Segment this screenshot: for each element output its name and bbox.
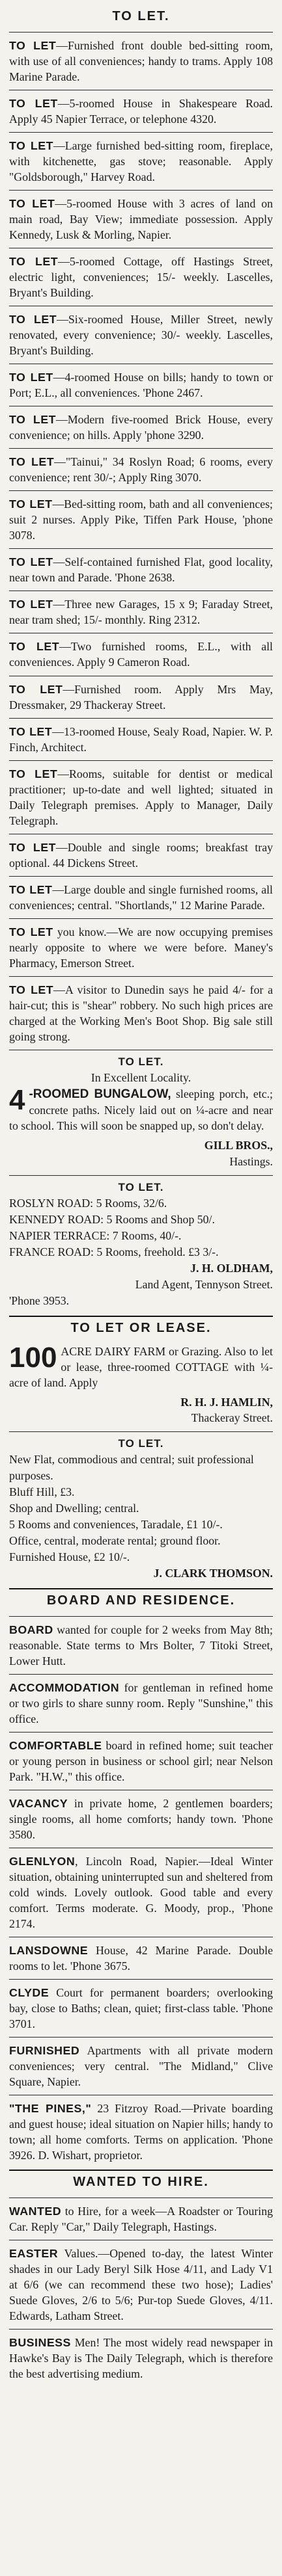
ad-lead: LANSDOWNE xyxy=(9,1943,89,1957)
bungalow-text: sleeping porch, etc.; concrete paths. Nicely laid out on ¼-acre and near to school. This will soon be snapped up, so don't delay. xyxy=(9,1087,273,1133)
ad-lead: CLYDE xyxy=(9,1985,49,1999)
ad-item xyxy=(9,196,273,243)
ad-text: —Furnished room. Apply Mrs May, Dressmaker, 29 Thackeray Street. xyxy=(9,682,273,711)
clark-ad xyxy=(9,1437,273,1581)
ad-item xyxy=(9,1985,273,2032)
ad-item xyxy=(9,982,273,1044)
oldham-line: FRANCE ROAD: 5 Rooms, freehold. £3 3/-. xyxy=(9,1245,219,1258)
divider xyxy=(9,2329,273,2330)
ad-text: —A visitor to Dunedin says he paid 4/- for a hair-cut; this is "shear" robbery. No such high prices are charged at the Working Men's Boot Shop. Big sale still going strong. xyxy=(9,983,273,1043)
lease-body xyxy=(9,1341,273,1390)
ad-lead: ACCOMMODATION xyxy=(9,1680,120,1694)
ad-lead: TO LET xyxy=(9,455,55,469)
clark-line: 5 Rooms and conveniences, Taradale, £1 10/-. xyxy=(9,1518,223,1532)
board-list xyxy=(9,1622,273,2163)
ad-item xyxy=(9,1943,273,1974)
clark-line: Bluff Hill, £3. xyxy=(9,1485,75,1499)
divider xyxy=(9,1175,273,1176)
ad-lead: TO LET xyxy=(9,255,59,269)
ad-lead: TO LET xyxy=(9,313,57,326)
divider xyxy=(9,718,273,719)
ad-lead: TO LET xyxy=(9,640,60,654)
bungalow-body xyxy=(9,1083,273,1134)
ad-item xyxy=(9,496,273,543)
ad-item xyxy=(9,138,273,185)
ad-item xyxy=(9,2101,273,2163)
heading-to-let-or-lease: TO LET OR LEASE. xyxy=(70,1320,212,1335)
ad-text: Values.—Opened to-day, the latest Winter shades in our Lady Beryl Silk Hose 4/11, and Lady V1 at 6/6 (we can recommend these two hose); Ladies' Suede Gloves, 2/6 to 5/6; Pur-top Suede Gloves, 4/11. Edwards, Latham Street. xyxy=(9,2247,273,2323)
ad-text: you know.—We are now occupying premises nearly opposite to where we were before. Maney's Pharmacy, Emerson Street. xyxy=(9,925,273,970)
ad-text: , Lincoln Road, Napier.—Ideal Winter situation, obtaining uninterrupted sun and sheltered from cold winds. Lovely outlook. Good table and every comfort. Terms moderate. G. Moody, prop., 'Phone 2174. xyxy=(9,1854,273,1930)
bungalow-agent: GILL BROS., xyxy=(204,1139,273,1152)
ad-text: —5-roomed Cottage, off Hastings Street, electric light, conveniences; 15/- weekly. Lascelles, Bryant's Building. xyxy=(9,255,273,300)
ad-item xyxy=(9,454,273,485)
ad-lead: TO LET xyxy=(9,767,58,780)
ad-item xyxy=(9,369,273,401)
heading-to-let: TO LET. xyxy=(112,9,170,23)
divider xyxy=(9,760,273,761)
ad-item xyxy=(9,312,273,358)
lease-ad xyxy=(9,1341,273,1427)
divider xyxy=(9,2170,273,2171)
clark-line: Furnished House, £2 10/-. xyxy=(9,1550,130,1563)
ad-item xyxy=(9,724,273,755)
bungalow-to-let: TO LET. xyxy=(118,1055,164,1068)
ad-text: Court for permanent boarders; overlooking bay, close to Baths; clean, quiet; first-class table. 'Phone 3701. xyxy=(9,1985,273,2030)
clark-agent: J. CLARK THOMSON. xyxy=(153,1566,273,1580)
divider xyxy=(9,1732,273,1733)
divider xyxy=(9,1979,273,1980)
ad-lead: EASTER xyxy=(9,2247,59,2261)
clark-line: Shop and Dwelling; central. xyxy=(9,1502,139,1515)
ad-lead: "THE PINES," xyxy=(9,2102,92,2116)
ad-text: wanted for couple for 2 weeks from May 8th; reasonable. State terms to Mrs Bolter, 7 Titoki Street, Lower Hutt. xyxy=(9,1623,273,1667)
ad-item xyxy=(9,840,273,871)
wanted-list xyxy=(9,2203,273,2382)
divider xyxy=(9,548,273,549)
ad-text: —Large double and single furnished rooms, all conveniences; central. "Shortlands," 12 Marine Parade. xyxy=(9,883,273,912)
ad-item xyxy=(9,38,273,85)
ad-text: —Large furnished bed-sitting room, fireplace, with kitchenette, gas stove; reasonable. Apply "Goldsborough," Harvey Road. xyxy=(9,139,273,184)
divider xyxy=(9,132,273,133)
ad-lead: TO LET xyxy=(9,883,53,896)
ad-item xyxy=(9,1622,273,1669)
ad-item xyxy=(9,882,273,913)
divider xyxy=(9,976,273,977)
ad-text: Men! The most widely read newspaper in Hawke's Bay is The Daily Telegraph, which is therefore the best advertising medium. xyxy=(9,2336,273,2381)
divider xyxy=(9,490,273,491)
ad-text: —Furnished front double bed-sitting room, with use of all conveniences; handy to trams. Apply 108 Marine Parade. xyxy=(9,39,273,84)
ad-text: —5-roomed House with 3 acres of land on main road, Bay View; immediate possession. Apply Kennedy, Lusk & Morling, Napier. xyxy=(9,197,273,242)
ad-text: —Double and single rooms; breakfast tray optional. 44 Dickens Street. xyxy=(9,840,273,870)
divider xyxy=(9,448,273,449)
divider xyxy=(9,1616,273,1617)
divider xyxy=(9,876,273,877)
ad-item xyxy=(9,1853,273,1932)
ad-item xyxy=(9,554,273,585)
ad-lead: TO LET xyxy=(9,840,56,854)
clark-line: Office, central, moderate rental; ground floor. xyxy=(9,1534,221,1547)
ad-item xyxy=(9,1796,273,1842)
ad-lead: TO LET xyxy=(9,498,53,511)
ad-lead: BOARD xyxy=(9,1623,53,1636)
ad-text: 23 Fitzroy Road.—Private boarding and guest house; ideal situation on Napier hills; handy to town; all home comforts. Terms on application. 'Phone 3926. D. Wishart, proprietor. xyxy=(9,2102,273,2162)
ad-lead: TO LET xyxy=(9,139,54,153)
lease-text: ACRE DAIRY FARM or Grazing. Also to let or lease, three-roomed COTTAGE with ¼-acre of land. Apply xyxy=(9,1344,273,1389)
divider xyxy=(9,2037,273,2038)
ad-lead: TO LET xyxy=(9,983,54,996)
ad-text: —Bed-sitting room, bath and all conveniences; suit 2 nurses. Apply Pike, Tiffen Park House, 'phone 3078. xyxy=(9,498,273,542)
ad-text: to Hire, for a week—A Roadster or Touring Car. Reply "Car," Daily Telegraph, Hastings. xyxy=(9,2205,273,2234)
ad-text: —Three new Garages, 15 x 9; Faraday Street, near tram shed; 15/- monthly. Ring 2312. xyxy=(9,598,273,627)
ad-item xyxy=(9,2203,273,2235)
ad-item xyxy=(9,596,273,628)
ad-text: board in refined home; suit teacher or young person in business or school girl; near Nelson Park. "H.W.," this office. xyxy=(9,1738,273,1783)
ad-text: Apartments with all private modern conveniences; very central. "The Midland," Clive Square, Napier. xyxy=(9,2043,273,2089)
ad-item xyxy=(9,412,273,443)
ad-item xyxy=(9,2246,273,2324)
ad-item xyxy=(9,1738,273,1785)
oldham-line: NAPIER TERRACE: 7 Rooms, 40/-. xyxy=(9,1229,182,1242)
ad-text: —13-roomed House, Sealy Road, Napier. W. P. Finch, Architect. xyxy=(9,724,273,754)
ad-text: House, 42 Marine Parade. Double rooms to let. 'Phone 3675. xyxy=(9,1943,273,1972)
heading-board-and-residence: BOARD AND RESIDENCE. xyxy=(46,1593,236,1608)
lease-number: 100 xyxy=(9,1341,57,1374)
oldham-agent: J. H. OLDHAM, xyxy=(190,1261,273,1275)
bungalow-title: -ROOMED BUNGALOW, xyxy=(29,1087,171,1101)
heading-wanted-to-hire: WANTED TO HIRE. xyxy=(73,2175,209,2190)
to-let-list xyxy=(9,38,273,1044)
oldham-line: ROSLYN ROAD: 5 Rooms, 32/6. xyxy=(9,1197,167,1210)
ad-lead: FURNISHED xyxy=(9,2043,80,2057)
ad-lead: TO LET xyxy=(9,413,56,427)
ad-text: for gentleman in refined home or two girls to share sunny room. Reply "Sunshine," this office. xyxy=(9,1680,273,1725)
divider xyxy=(9,918,273,919)
ad-text: —5-roomed House in Shakespeare Road. Apply 45 Napier Terrace, or telephone 4320. xyxy=(9,97,273,126)
ad-item xyxy=(9,1680,273,1727)
ad-lead: TO LET xyxy=(9,598,53,611)
bungalow-ad xyxy=(9,1056,273,1170)
ad-text: in private home, 2 gentlemen boarders; single rooms, all home comforts; handy town. 'Phone 3580. xyxy=(9,1796,273,1841)
ad-lead: WANTED xyxy=(9,2205,62,2218)
lease-agent: R. H. J. HAMLIN, xyxy=(180,1395,273,1409)
ad-text: —"Tainui," 34 Roslyn Road; 6 rooms, every convenience; rent 30/-; Apply Ring 3070. xyxy=(9,455,273,485)
ad-item xyxy=(9,766,273,829)
ad-text: —Six-roomed House, Miller Street, newly renovated, every convenience; 30/- weekly. Lascelles, Bryant's Building. xyxy=(9,313,273,358)
ad-lead: VACANCY xyxy=(9,1796,68,1810)
oldham-phone: 'Phone 3953. xyxy=(9,1294,70,1307)
ad-lead: TO LET xyxy=(9,682,63,696)
ad-item xyxy=(9,924,273,971)
lease-agent-place: Thackeray Street. xyxy=(191,1411,273,1425)
ad-text: —Self-contained furnished Flat, good locality, near town and Parade. 'Phone 2638. xyxy=(9,555,273,585)
ad-item xyxy=(9,682,273,713)
ad-lead: TO LET xyxy=(9,97,58,111)
bungalow-subtitle: In Excellent Locality. xyxy=(91,1070,191,1084)
ad-lead: BUSINESS xyxy=(9,2336,71,2350)
ad-lead: GLENLYON xyxy=(9,1854,76,1868)
ad-lead: TO LET xyxy=(9,39,57,52)
ad-item xyxy=(9,639,273,670)
oldham-line: KENNEDY ROAD: 5 Rooms and Shop 50/. xyxy=(9,1213,215,1227)
clark-line: New Flat, commodious and central; suit professional purposes. xyxy=(9,1453,254,1483)
divider xyxy=(9,190,273,191)
divider xyxy=(9,1588,273,1589)
divider xyxy=(9,32,273,33)
ad-text: —Modern five-roomed Brick House, every convenience; on hills. Apply 'phone 3290. xyxy=(9,413,273,442)
ad-lead: TO LET xyxy=(9,371,53,384)
divider xyxy=(9,1674,273,1675)
bungalow-number: 4 xyxy=(9,1083,25,1116)
ad-item xyxy=(9,96,273,127)
ad-lead: TO LET xyxy=(9,724,53,738)
ad-item xyxy=(9,2335,273,2382)
ad-lead: TO LET xyxy=(9,197,55,211)
ad-text: —Rooms, suitable for dentist or medical practitioner; up-to-date and well lighted; situated in Daily Telegraph premises. Apply to Manager, Daily Telegraph. xyxy=(9,767,273,827)
clark-to-let: TO LET. xyxy=(118,1437,164,1450)
oldham-ad xyxy=(9,1181,273,1308)
divider xyxy=(9,1431,273,1432)
ad-text: —4-roomed House on bills; handy to town or Port; E.L., all conveniences. 'Phone 2467. xyxy=(9,371,273,400)
oldham-to-let: TO LET. xyxy=(118,1181,164,1194)
ad-item xyxy=(9,254,273,300)
bungalow-agent-place: Hastings. xyxy=(229,1155,273,1169)
oldham-agent-detail: Land Agent, Tennyson Street. xyxy=(135,1277,273,1291)
divider xyxy=(9,1316,273,1317)
ad-item xyxy=(9,2043,273,2090)
ad-text: —Two furnished rooms, E.L., with all conveniences. Apply 9 Cameron Road. xyxy=(9,640,273,669)
ad-lead: TO LET xyxy=(9,555,53,569)
ad-lead: TO LET xyxy=(9,925,53,938)
ad-lead: COMFORTABLE xyxy=(9,1738,102,1752)
